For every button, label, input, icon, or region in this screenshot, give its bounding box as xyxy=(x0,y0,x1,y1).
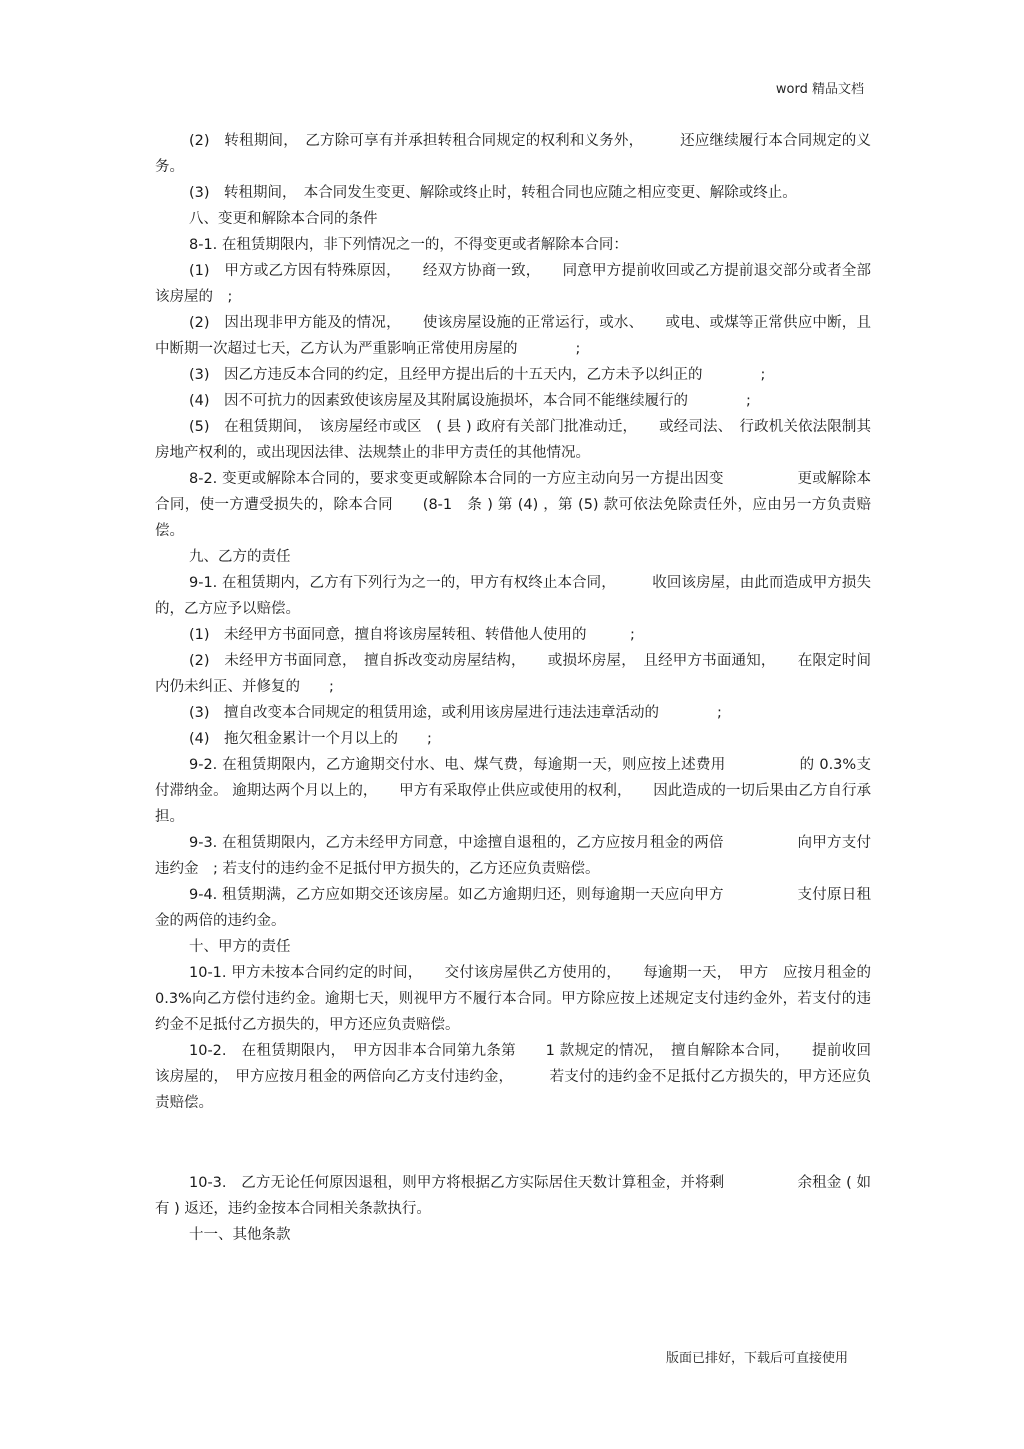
clause-8-1-item-2: (2) 因出现非甲方能及的情况， 使该房屋设施的正常运行，或水、 或电、或煤等正常供应中断，且中断期一次超过七天，乙方认为严重影响正常使用房屋的 ; xyxy=(155,315,871,357)
clause-10-2: 10-2. 在租赁期限内， 甲方因非本合同第九条第 1 款规定的情况， 擅自解除本合同， 提前收回该房屋的， 甲方应按月租金的两倍向乙方支付违约金， 若支付的违约金不足抵付乙方损失的，甲方还应负责赔偿。 xyxy=(155,1043,871,1111)
section-heading-9: 九、乙方的责任 xyxy=(189,549,291,565)
clause-8-1-item-3: (3) 因乙方违反本合同的约定，且经甲方提出后的十五天内，乙方未予以纠正的 ; xyxy=(189,367,766,383)
document-body xyxy=(155,128,886,1248)
page-header: word 精品文档 xyxy=(775,82,864,97)
clause-8-1-item-1: (1) 甲方或乙方因有特殊原因， 经双方协商一致， 同意甲方提前收回或乙方提前退交部分或者全部该房屋的 ; xyxy=(155,263,871,305)
page-footer: 版面已排好，下载后可直接使用 xyxy=(665,1351,848,1366)
clause-9-1-item-4: (4) 拖欠租金累计一个月以上的 ; xyxy=(189,731,432,747)
paragraph-sublease-3: (3) 转租期间， 本合同发生变更、解除或终止时，转租合同也应随之相应变更、解除或终止。 xyxy=(189,185,797,201)
section-heading-10: 十、甲方的责任 xyxy=(189,939,291,955)
clause-9-1-item-2: (2) 未经甲方书面同意， 擅自拆改变动房屋结构， 或损坏房屋， 且经甲方书面通知， 在限定时间内仍未纠正、并修复的 ; xyxy=(155,653,871,695)
clause-8-2: 8-2. 变更或解除本合同的，要求变更或解除本合同的一方应主动向另一方提出因变 更或解除本合同，使一方遭受损失的，除本合同 (8-1 条 ) 第 (4) ，第 (5) 款可依法免除责任外，应由另一方负责赔偿。 xyxy=(155,471,871,539)
clause-8-1-item-5: (5) 在租赁期间， 该房屋经市或区 ( 县 ) 政府有关部门批准动迁， 或经司法、 行政机关依法限制其房地产权利的，或出现因法律、法规禁止的非甲方责任的其他情况。 xyxy=(155,419,871,461)
clause-10-1: 10-1. 甲方未按本合同约定的时间， 交付该房屋供乙方使用的， 每逾期一天， 甲方 应按月租金的 0.3%向乙方偿付违约金。逾期七天，则视甲方不履行本合同。甲方除应按上述规定支付违约金外，若支付的违约金不足抵付乙方损失的，甲方还应负责赔偿。 xyxy=(155,965,886,1033)
clause-9-1-item-1: (1) 未经甲方书面同意，擅自将该房屋转租、转借他人使用的 ; xyxy=(189,627,635,643)
clause-9-1: 9-1. 在租赁期内，乙方有下列行为之一的，甲方有权终止本合同， 收回该房屋，由此而造成甲方损失的，乙方应予以赔偿。 xyxy=(155,575,871,617)
paragraph-gap xyxy=(155,1116,871,1170)
clause-10-3: 10-3. 乙方无论任何原因退租，则甲方将根据乙方实际居住天数计算租金，并将剩 余租金 ( 如有 ) 返还，违约金按本合同相关条款执行。 xyxy=(155,1175,871,1217)
clause-9-2: 9-2. 在租赁期限内，乙方逾期交付水、电、煤气费，每逾期一天，则应按上述费用 的 0.3%支付滞纳金。 逾期达两个月以上的， 甲方有采取停止供应或使用的权利， 因此造成的一切后果由乙方自行承担。 xyxy=(155,757,871,825)
clause-8-1-item-4: (4) 因不可抗力的因素致使该房屋及其附属设施损坏，本合同不能继续履行的 ; xyxy=(189,393,751,409)
clause-9-4: 9-4. 租赁期满，乙方应如期交还该房屋。如乙方逾期归还，则每逾期一天应向甲方 支付原日租金的两倍的违约金。 xyxy=(155,887,871,929)
paragraph-sublease-2: (2) 转租期间， 乙方除可享有并承担转租合同规定的权利和义务外， 还应继续履行本合同规定的义务。 xyxy=(155,133,871,175)
clause-9-3: 9-3. 在租赁期限内，乙方未经甲方同意，中途擅自退租的，乙方应按月租金的两倍 向甲方支付违约金 ; 若支付的违约金不足抵付甲方损失的，乙方还应负责赔偿。 xyxy=(155,835,871,877)
clause-8-1: 8-1. 在租赁期限内，非下列情况之一的，不得变更或者解除本合同： xyxy=(189,237,628,253)
clause-9-1-item-3: (3) 擅自改变本合同规定的租赁用途，或利用该房屋进行违法违章活动的 ; xyxy=(189,705,722,721)
section-heading-11: 十一、其他条款 xyxy=(189,1227,291,1243)
section-heading-8: 八、变更和解除本合同的条件 xyxy=(189,211,378,227)
